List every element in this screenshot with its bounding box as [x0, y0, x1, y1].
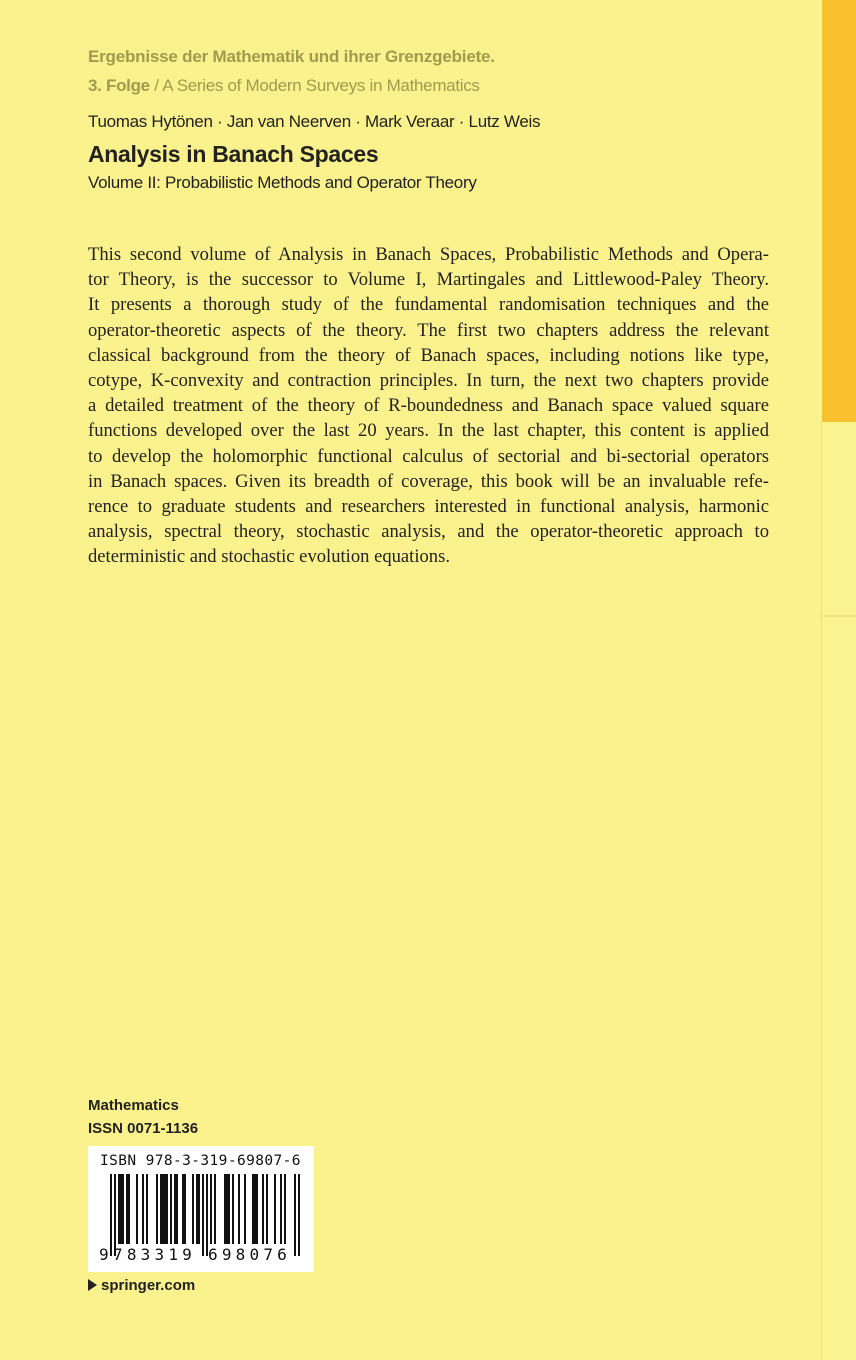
book-authors: Tuomas Hytönen · Jan van Neerven · Mark Veraar · Lutz Weis	[88, 112, 541, 131]
barcode-bar	[256, 1174, 258, 1244]
description-line: functions developed over the last 20 years. In the last chapter, this content is applied	[88, 420, 769, 442]
barcode-bar	[238, 1174, 240, 1244]
barcode-bar	[118, 1174, 120, 1244]
barcode-bar	[274, 1174, 276, 1244]
barcode-bar	[162, 1174, 164, 1244]
spine-edge-line	[821, 422, 822, 1360]
series-folge: 3. Folge	[88, 76, 150, 95]
barcode-bar	[120, 1174, 122, 1244]
barcode-bar	[232, 1174, 234, 1244]
barcode-bar	[142, 1174, 144, 1244]
barcode-bar	[146, 1174, 148, 1244]
spine-stripe-orange	[822, 0, 856, 422]
barcode-bar	[136, 1174, 138, 1244]
barcode-bar	[228, 1174, 230, 1244]
description-line: in Banach spaces. Given its breadth of coverage, this book will be an invaluable refe-	[88, 470, 769, 492]
description-line: a detailed treatment of the theory of R-boundedness and Banach space valued square	[88, 395, 769, 417]
barcode-digits	[96, 1244, 308, 1266]
barcode-bar	[224, 1174, 226, 1244]
barcode-bar	[166, 1174, 168, 1244]
barcode-left-digits: 783319	[113, 1245, 196, 1264]
series-separator: /	[149, 76, 163, 95]
book-subtitle: Volume II: Probabilistic Methods and Operator Theory	[88, 173, 477, 192]
issn-number: ISSN 0071-1136	[88, 1120, 199, 1137]
barcode-bar	[244, 1174, 246, 1244]
barcode-bar	[174, 1174, 176, 1244]
book-description	[88, 242, 769, 569]
publisher-website: springer.com	[101, 1277, 196, 1294]
barcode-bar	[192, 1174, 194, 1244]
barcode-bar	[266, 1174, 268, 1244]
series-title: Ergebnisse der Mathematik und ihrer Grenzgebiete.	[88, 47, 495, 66]
barcode-bar	[126, 1174, 128, 1244]
description-line: cotype, K-convexity and contraction principles. In turn, the next two chapters provide	[88, 369, 769, 391]
description-line: tor Theory, is the successor to Volume I, Martingales and Littlewood-Paley Theory.	[88, 269, 769, 291]
spine-stripe-light	[822, 422, 856, 1360]
barcode-bar	[254, 1174, 256, 1244]
publisher-link[interactable]	[88, 1276, 195, 1296]
barcode-bar	[198, 1174, 200, 1244]
barcode-bar	[280, 1174, 282, 1244]
barcode-bar	[210, 1174, 212, 1244]
barcode-bar	[128, 1174, 130, 1244]
barcode-first-digit: 9	[99, 1245, 109, 1264]
barcode-bar	[176, 1174, 178, 1244]
description-line: This second volume of Analysis in Banach Spaces, Probabilistic Methods and Opera-	[88, 244, 769, 265]
description-line: deterministic and stochastic evolution equations.	[88, 546, 450, 568]
barcode-panel	[88, 1146, 314, 1272]
barcode-bar	[164, 1174, 166, 1244]
barcode-bar	[214, 1174, 216, 1244]
description-line: to develop the holomorphic functional calculus of sectorial and bi-sectorial operators	[88, 445, 769, 467]
barcode-bar	[122, 1174, 124, 1244]
barcode-bar	[182, 1174, 184, 1244]
description-line: analysis, spectral theory, stochastic analysis, and the operator-theoretic approach to	[88, 521, 769, 543]
barcode-bar	[262, 1174, 264, 1244]
description-line: classical background from the theory of Banach spaces, including notions like type,	[88, 344, 769, 366]
barcode-bar	[196, 1174, 198, 1244]
barcode-bar	[170, 1174, 172, 1244]
barcode-bar	[156, 1174, 158, 1244]
barcode-bar	[184, 1174, 186, 1244]
series-subtitle: A Series of Modern Surveys in Mathematics	[162, 76, 480, 95]
arrow-right-icon	[88, 1279, 97, 1291]
barcode-right-digits: 698076	[208, 1245, 291, 1264]
isbn-label: ISBN 978-3-319-69807-6	[100, 1153, 301, 1169]
series-subtitle-line	[88, 75, 480, 97]
barcode-bar	[160, 1174, 162, 1244]
description-line: operator-theoretic aspects of the theory. The first two chapters address the relevant	[88, 319, 769, 341]
spine-divider	[822, 615, 856, 617]
description-line: rence to graduate students and researchers interested in functional analysis, harmonic	[88, 495, 769, 517]
barcode-bar	[252, 1174, 254, 1244]
book-title: Analysis in Banach Spaces	[88, 141, 379, 167]
barcode-bar	[284, 1174, 286, 1244]
subject-category: Mathematics	[88, 1097, 179, 1114]
description-line: It presents a thorough study of the fundamental randomisation techniques and the	[88, 294, 769, 316]
barcode-bar	[226, 1174, 228, 1244]
